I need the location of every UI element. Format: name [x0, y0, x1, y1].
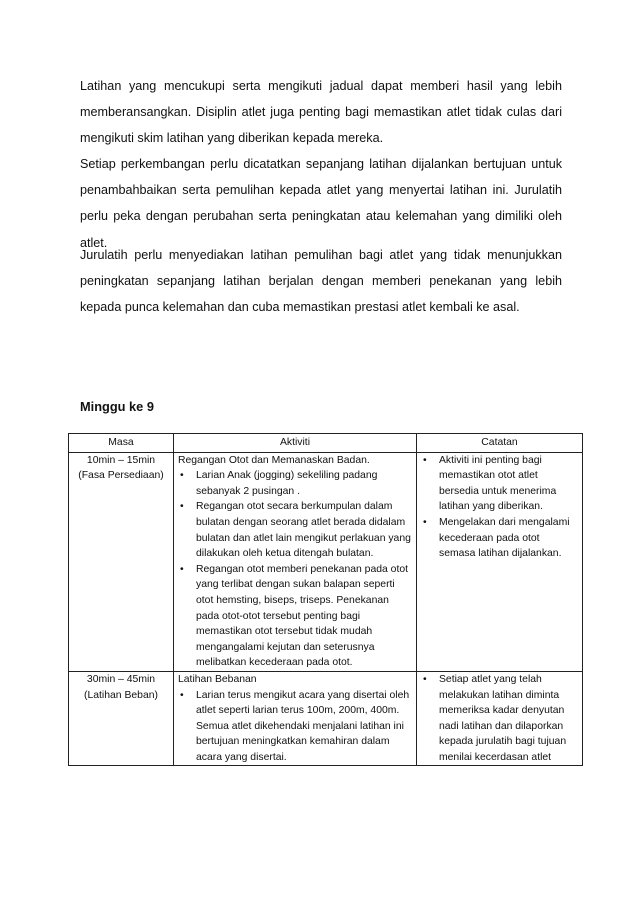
- header-masa: Masa: [69, 434, 174, 453]
- masa-cell: [69, 452, 174, 671]
- masa-phase: (Latihan Beban): [84, 689, 158, 701]
- list-item: • Larian terus mengikut acara yang disertai oleh atlet seperti larian terus 100m, 200m, 400m. Semua atlet dikehendaki menjalani latihan ini bertujuan meningkatkan kemahiran dalam acara yang disertai.: [192, 688, 412, 766]
- paragraph-recovery-training: Jurulatih perlu menyediakan latihan pemulihan bagi atlet yang tidak menunjukkan peningkatan sepanjang latihan berjalan dengan memberi penekanan yang lebih kepada punca kelemahan dan cuba memastikan prestasi atlet kembali ke asal.: [80, 248, 562, 315]
- header-aktiviti: Aktiviti: [174, 434, 417, 453]
- header-catatan: Catatan: [417, 434, 583, 453]
- masa-time: 30min – 45min: [86, 673, 156, 685]
- aktiviti-title: Latihan Bebanan: [178, 673, 257, 685]
- paragraph-progress-record: Setiap perkembangan perlu dicatatkan sepanjang latihan dijalankan bertujuan untuk penambahbaikan serta pemulihan kepada atlet yang menyertai latihan ini. Jurulatih perlu peka dengan perubahan serta peningkatan atau kelemahan yang dimiliki oleh atlet.: [80, 157, 562, 250]
- aktiviti-cell: [174, 452, 417, 671]
- table-header-row: [69, 434, 583, 453]
- list-item: • Regangan otot memberi penekanan pada otot yang terlibat dengan sukan balapan seperti otot hemsting, biseps, triseps. Penekanan pada otot-otot tersebut penting bagi memastikan otot tersebut tidak mudah mengangalami kejutan dan seterusnya melibatkan kecederaan pada otot.: [192, 562, 412, 671]
- masa-time: 10min – 15min: [86, 454, 156, 466]
- catatan-list: [421, 672, 578, 766]
- catatan-cell: [417, 671, 583, 766]
- aktiviti-list: [178, 468, 412, 671]
- training-schedule-table: [68, 433, 583, 766]
- masa-phase: (Fasa Persediaan): [78, 470, 164, 482]
- aktiviti-cell: [174, 671, 417, 766]
- catatan-cell: [417, 452, 583, 671]
- list-item: • Aktiviti ini penting bagi memastikan otot atlet bersedia untuk menerima latihan yang diberikan.: [435, 453, 578, 515]
- list-item: • Setiap atlet yang telah melakukan latihan diminta memeriksa kadar denyutan nadi latihan dan dilaporkan kepada jurulatih bagi tujuan menilai kecerdasan atlet: [435, 672, 578, 766]
- list-item: • Regangan otot secara berkumpulan dalam bulatan dengan seorang atlet berada didalam bulatan dan atlet lain mengikut perlakuan yang dilakukan oleh ketua ditengah bulatan.: [192, 499, 412, 561]
- list-item: • Larian Anak (jogging) sekeliling padang sebanyak 2 pusingan .: [192, 468, 412, 499]
- table-row: [69, 671, 583, 766]
- table-row: [69, 452, 583, 671]
- list-item: • Mengelakan dari mengalami kecederaan pada otot semasa latihan dijalankan.: [435, 515, 578, 562]
- catatan-list: [421, 453, 578, 562]
- aktiviti-title: Regangan Otot dan Memanaskan Badan.: [178, 454, 370, 466]
- week-heading: Minggu ke 9: [80, 399, 154, 414]
- masa-cell: [69, 671, 174, 766]
- paragraph-discipline: Latihan yang mencukupi serta mengikuti jadual dapat memberi hasil yang lebih memberansangkan. Disiplin atlet juga penting bagi memastikan atlet tidak culas dari mengikuti skim latihan yang diberikan kepada mereka.: [80, 79, 562, 146]
- aktiviti-list: [178, 688, 412, 766]
